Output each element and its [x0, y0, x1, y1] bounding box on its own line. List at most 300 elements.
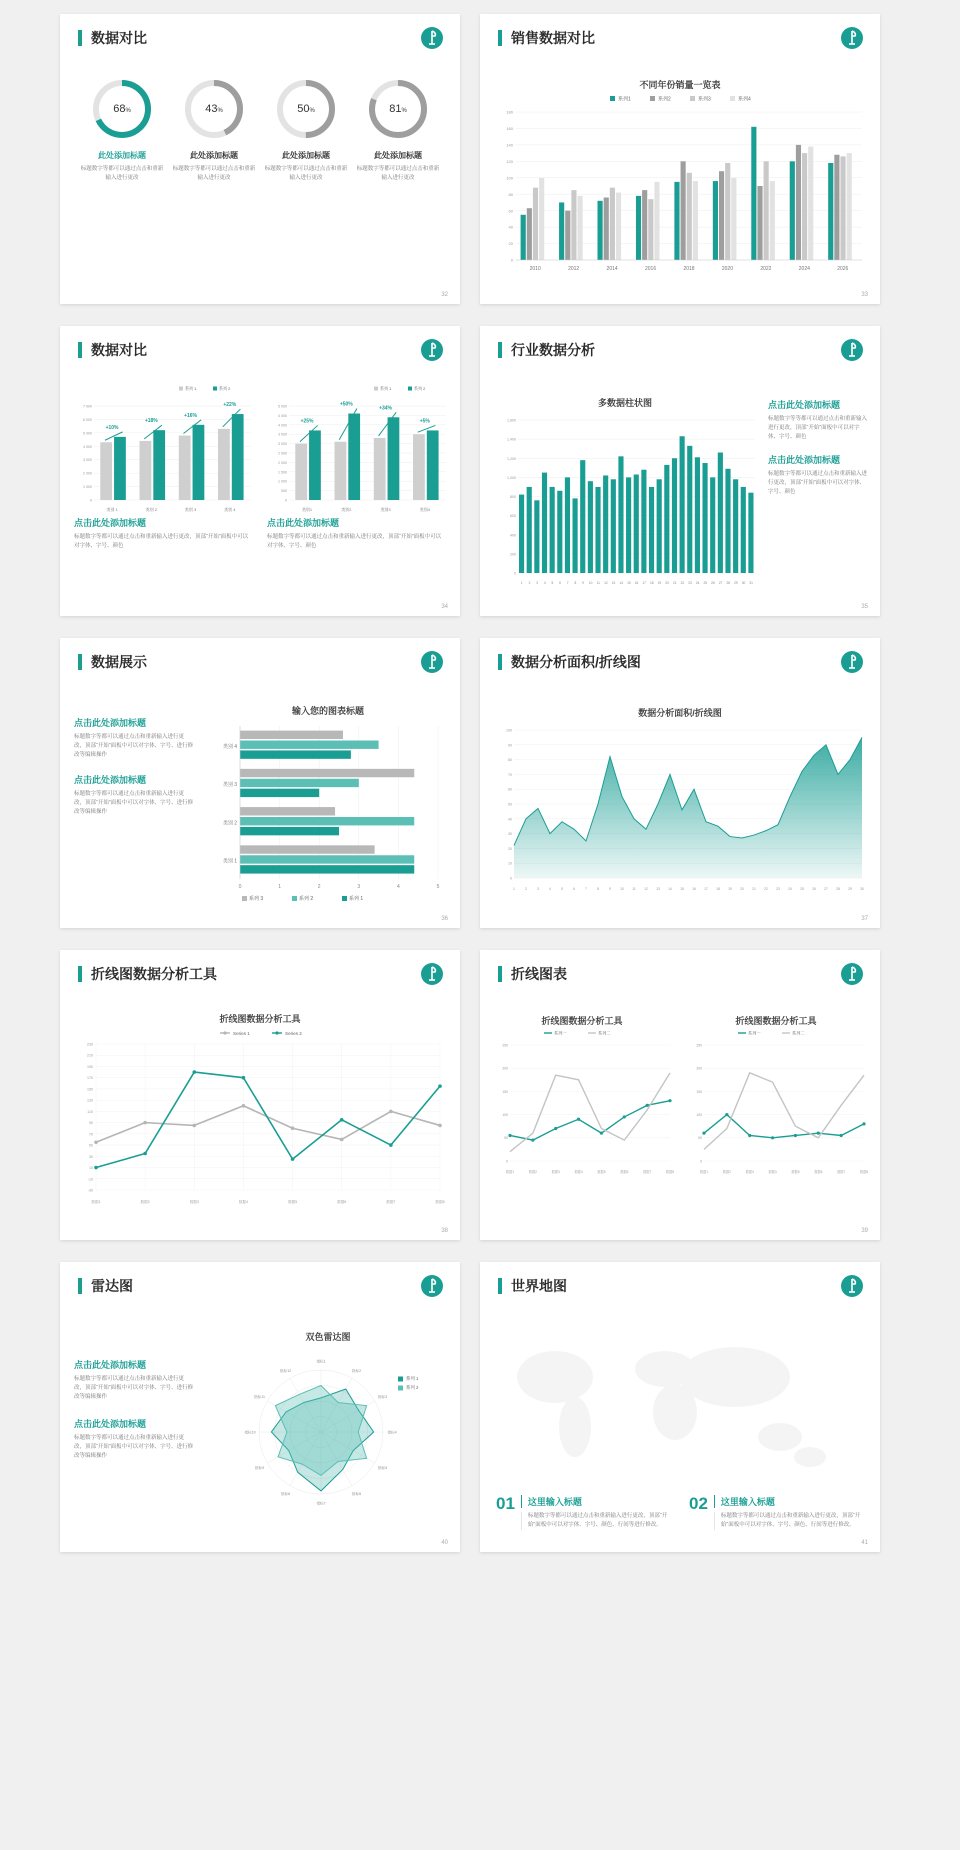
svg-text:120: 120 — [506, 158, 513, 164]
svg-text:指标7: 指标7 — [316, 1501, 326, 1506]
donut-card — [352, 74, 444, 183]
donut-desc: 标题数字等都可以通过点击和重新输入进行更改 — [80, 166, 164, 181]
page-number: 38 — [441, 1228, 448, 1234]
svg-text:Series 2: Series 2 — [285, 1031, 302, 1036]
svg-text:指标12: 指标12 — [279, 1369, 292, 1374]
svg-text:数据1: 数据1 — [699, 1170, 709, 1174]
svg-text:4 000: 4 000 — [83, 444, 92, 449]
svg-text:100: 100 — [506, 175, 513, 181]
chart-title: 双色雷达图 — [305, 1332, 351, 1342]
svg-text:指标3: 指标3 — [377, 1395, 388, 1399]
svg-text:+10%: +10% — [105, 424, 119, 431]
svg-text:5 000: 5 000 — [278, 404, 287, 409]
map-item — [689, 1495, 864, 1530]
page-title: 折线图表 — [498, 966, 567, 982]
chart-title: 折线图数据分析工具 — [219, 1014, 301, 1024]
svg-text:类别 1: 类别 1 — [222, 858, 237, 865]
brand-logo-icon — [420, 962, 444, 986]
svg-text:指标2: 指标2 — [351, 1369, 362, 1374]
svg-text:类别3: 类别3 — [380, 507, 391, 512]
svg-text:数据4: 数据4 — [574, 1170, 583, 1174]
multi-bar-chart — [494, 414, 759, 589]
svg-text:100: 100 — [696, 1113, 702, 1117]
svg-text:22: 22 — [764, 887, 768, 891]
item-title: 这里输入标题 — [714, 1495, 864, 1508]
chart-title: 不同年份销量一览表 — [639, 80, 721, 90]
svg-text:2 500: 2 500 — [278, 451, 287, 456]
chart-title: 输入您的图表标题 — [291, 706, 364, 716]
svg-text:21: 21 — [752, 887, 756, 891]
svg-text:70: 70 — [89, 1132, 93, 1137]
svg-text:类别 2: 类别 2 — [222, 820, 237, 827]
svg-text:类别 4: 类别 4 — [222, 743, 237, 750]
svg-text:11: 11 — [596, 581, 600, 585]
svg-text:1,000: 1,000 — [507, 475, 516, 480]
svg-text:100: 100 — [502, 1113, 508, 1117]
svg-text:200: 200 — [510, 552, 516, 557]
svg-text:2: 2 — [525, 887, 527, 891]
svg-text:5 000: 5 000 — [83, 431, 92, 436]
svg-text:17: 17 — [642, 581, 646, 585]
svg-text:29: 29 — [848, 887, 852, 891]
svg-text:6 000: 6 000 — [83, 417, 92, 422]
svg-text:50: 50 — [504, 1136, 508, 1141]
svg-text:150: 150 — [87, 1087, 93, 1092]
svg-text:50: 50 — [508, 802, 512, 807]
page-title: 行业数据分析 — [498, 342, 595, 358]
svg-text:0: 0 — [510, 876, 512, 881]
svg-text:数据2: 数据2 — [722, 1170, 731, 1174]
page-number: 39 — [861, 1228, 868, 1234]
svg-text:31: 31 — [749, 581, 753, 585]
chart-title: 多数据柱状图 — [597, 398, 652, 408]
svg-text:4: 4 — [397, 884, 400, 890]
svg-text:8: 8 — [597, 887, 599, 891]
display-desc: 标题数字等都可以通过点击和重新输入进行更改，顶部“开始”面板中可以对字体、字号、进行修改等编辑操作 — [74, 791, 194, 815]
svg-text:140: 140 — [506, 142, 513, 148]
svg-text:22: 22 — [680, 581, 685, 585]
caption-desc: 标题数字等都可以通过点击和重新输入进行更改，顶部“开始”面板中可以对字体、字号、颜色 — [267, 534, 442, 549]
svg-text:230: 230 — [87, 1042, 93, 1047]
svg-text:7 000: 7 000 — [83, 404, 92, 409]
radar-title: 点击此处添加标题 — [74, 1360, 147, 1370]
svg-text:数据1: 数据1 — [505, 1170, 515, 1174]
brand-logo-icon — [840, 650, 864, 674]
svg-text:+5%: +5% — [419, 418, 430, 425]
display-texts — [74, 716, 194, 831]
svg-text:130: 130 — [87, 1098, 93, 1103]
svg-text:数据8: 数据8 — [435, 1200, 445, 1204]
svg-text:2018: 2018 — [683, 266, 695, 272]
svg-text:110: 110 — [87, 1109, 93, 1114]
radar-text — [74, 1417, 194, 1460]
svg-text:8: 8 — [574, 581, 577, 585]
svg-text:类别 1: 类别 1 — [106, 507, 118, 512]
svg-text:0: 0 — [90, 498, 92, 503]
svg-text:系列 2: 系列 2 — [406, 1385, 419, 1390]
svg-text:类别 3: 类别 3 — [184, 507, 197, 512]
svg-text:190: 190 — [87, 1064, 93, 1069]
svg-text:7: 7 — [585, 887, 587, 891]
svg-text:类别 4: 类别 4 — [224, 507, 236, 512]
svg-text:30: 30 — [860, 887, 864, 891]
slide-world-map — [480, 1262, 880, 1552]
svg-text:150: 150 — [502, 1089, 508, 1094]
svg-text:系列一: 系列一 — [554, 1030, 567, 1036]
svg-text:指标4: 指标4 — [387, 1430, 397, 1435]
svg-text:数据5: 数据5 — [287, 1200, 298, 1204]
svg-text:60: 60 — [508, 208, 513, 214]
svg-text:2026: 2026 — [837, 266, 849, 272]
page-title: 世界地图 — [498, 1278, 567, 1294]
svg-text:210: 210 — [87, 1053, 93, 1058]
svg-text:7: 7 — [566, 581, 569, 585]
brand-logo-icon — [420, 1274, 444, 1298]
svg-text:13: 13 — [656, 887, 660, 891]
svg-text:12: 12 — [644, 887, 648, 891]
svg-text:0: 0 — [514, 571, 516, 576]
display-title: 点击此处添加标题 — [74, 775, 147, 786]
svg-text:18: 18 — [716, 887, 720, 891]
page-number: 33 — [861, 292, 868, 298]
svg-text:180: 180 — [506, 109, 513, 115]
svg-text:数据7: 数据7 — [386, 1200, 396, 1204]
svg-text:14: 14 — [619, 581, 623, 585]
svg-text:Series 1: Series 1 — [233, 1031, 250, 1036]
svg-text:2012: 2012 — [568, 266, 580, 272]
slide-line-charts — [480, 950, 880, 1240]
item-number: 02 — [689, 1494, 708, 1514]
caption-title: 点击此处添加标题 — [267, 518, 340, 528]
svg-text:500: 500 — [281, 489, 287, 494]
slide-area-line — [480, 638, 880, 928]
donut-desc: 标题数字等都可以通过点击和重新输入进行更改 — [356, 166, 440, 181]
page-title: 数据对比 — [78, 342, 147, 358]
page-number: 36 — [441, 916, 448, 922]
svg-text:10: 10 — [620, 887, 624, 891]
analysis-title: 点击此处添加标题 — [768, 455, 841, 466]
line-chart — [488, 1014, 676, 1177]
svg-text:2 000: 2 000 — [83, 471, 92, 476]
svg-text:23: 23 — [776, 887, 780, 891]
brand-logo-icon — [840, 26, 864, 50]
svg-text:0: 0 — [700, 1159, 702, 1164]
svg-text:250: 250 — [502, 1043, 508, 1048]
page-title: 数据对比 — [78, 30, 147, 46]
brand-logo-icon — [840, 962, 864, 986]
svg-text:10: 10 — [89, 1166, 93, 1171]
radar-title: 点击此处添加标题 — [74, 1419, 147, 1430]
donut-row — [76, 74, 444, 183]
svg-text:系列二: 系列二 — [792, 1030, 805, 1036]
svg-text:13: 13 — [611, 581, 616, 585]
svg-text:数据4: 数据4 — [238, 1200, 249, 1204]
svg-text:28: 28 — [836, 887, 840, 891]
svg-text:150: 150 — [696, 1089, 702, 1094]
display-text — [74, 773, 194, 816]
svg-text:30: 30 — [89, 1154, 93, 1159]
svg-text:0: 0 — [510, 257, 513, 263]
svg-text:5: 5 — [436, 884, 440, 890]
svg-text:数据8: 数据8 — [859, 1170, 869, 1174]
page-number: 41 — [861, 1540, 868, 1546]
dual-line-charts — [488, 1014, 872, 1177]
chart-title: 折线图数据分析工具 — [541, 1016, 623, 1026]
donut-desc: 标题数字等都可以通过点击和重新输入进行更改 — [172, 166, 256, 181]
slide-data-comparison-growth — [60, 326, 460, 616]
svg-text:19: 19 — [657, 581, 662, 585]
svg-text:数据7: 数据7 — [837, 1170, 846, 1174]
svg-text:系列 1: 系列 1 — [406, 1376, 419, 1381]
svg-text:2 000: 2 000 — [278, 460, 287, 465]
svg-text:40: 40 — [508, 817, 512, 822]
svg-text:指标9: 指标9 — [254, 1466, 265, 1470]
svg-text:90: 90 — [508, 743, 512, 748]
item-title: 这里输入标题 — [521, 1495, 671, 1508]
svg-text:类别1: 类别1 — [301, 507, 313, 512]
donut-title: 此处添加标题 — [190, 151, 238, 160]
item-desc: 标题数字等都可以通过点击和重新输入进行更改，顶部“开始”面板中可以对字体、字号、颜色、行间等进行修改。 — [521, 1512, 671, 1530]
svg-text:2010: 2010 — [529, 266, 541, 272]
svg-text:5: 5 — [551, 581, 554, 585]
slide-data-comparison-donuts — [60, 14, 460, 304]
svg-text:80: 80 — [508, 191, 513, 197]
svg-text:+22%: +22% — [223, 402, 237, 409]
svg-text:23: 23 — [688, 581, 692, 585]
svg-text:类别 2: 类别 2 — [145, 507, 157, 512]
svg-text:系列1: 系列1 — [618, 96, 631, 103]
display-desc: 标题数字等都可以通过点击和重新输入进行更改，顶部“开始”面板中可以对字体、字号、进行修改等编辑操作 — [74, 734, 194, 758]
page-title: 折线图数据分析工具 — [78, 966, 217, 982]
svg-text:数据1: 数据1 — [91, 1200, 101, 1204]
svg-text:170: 170 — [87, 1076, 93, 1081]
svg-text:0: 0 — [506, 1159, 508, 1164]
svg-text:指标1: 指标1 — [316, 1359, 326, 1364]
svg-text:50: 50 — [89, 1143, 93, 1148]
world-map-graphic — [480, 1317, 880, 1507]
page-title: 数据展示 — [78, 654, 147, 670]
svg-text:3 500: 3 500 — [278, 432, 287, 437]
svg-text:数据2: 数据2 — [528, 1170, 537, 1174]
svg-text:系列 3: 系列 3 — [249, 896, 264, 902]
svg-text:0: 0 — [238, 884, 242, 890]
svg-text:200: 200 — [502, 1066, 508, 1071]
radar-desc: 标题数字等都可以通过点击和重新输入进行更改，顶部“开始”面板中可以对字体、字号、进行修改等编辑操作 — [74, 1435, 194, 1459]
svg-text:类别 3: 类别 3 — [222, 782, 237, 789]
svg-text:4 000: 4 000 — [278, 423, 287, 428]
svg-text:27: 27 — [718, 581, 723, 585]
svg-text:+16%: +16% — [184, 412, 198, 419]
svg-text:10: 10 — [508, 861, 512, 866]
donut-card — [260, 74, 352, 183]
svg-text:50: 50 — [698, 1136, 702, 1141]
analysis-texts — [768, 398, 868, 509]
svg-text:系列4: 系列4 — [738, 96, 751, 103]
svg-text:28: 28 — [726, 581, 731, 585]
page-number: 40 — [441, 1540, 448, 1546]
svg-text:数据3: 数据3 — [189, 1200, 199, 1204]
svg-text:系列 1: 系列 1 — [380, 386, 392, 391]
svg-text:类别4: 类别4 — [419, 507, 430, 512]
slide-radar — [60, 1262, 460, 1552]
svg-text:29: 29 — [734, 581, 738, 585]
svg-text:1,200: 1,200 — [507, 456, 516, 461]
svg-text:1 500: 1 500 — [278, 470, 287, 475]
svg-text:5: 5 — [561, 887, 563, 891]
svg-text:17: 17 — [704, 887, 708, 891]
horizontal-bar-chart — [206, 720, 446, 905]
svg-text:43%: 43% — [205, 103, 223, 115]
line-chart — [70, 1028, 448, 1208]
svg-text:400: 400 — [510, 533, 516, 538]
brand-logo-icon — [840, 338, 864, 362]
svg-text:+18%: +18% — [144, 418, 158, 425]
svg-text:40: 40 — [508, 224, 513, 230]
svg-text:3 000: 3 000 — [278, 442, 287, 447]
svg-text:4: 4 — [543, 581, 546, 585]
item-number: 01 — [496, 1494, 515, 1514]
svg-text:60: 60 — [508, 787, 512, 792]
donut-desc: 标题数字等都可以通过点击和重新输入进行更改 — [264, 166, 348, 181]
svg-text:15: 15 — [680, 887, 684, 891]
analysis-desc: 标题数字等等都可以通过点击和重新输入进行更改，顶部“开始”面板中可以对字体、字号、颜色 — [768, 416, 868, 440]
svg-text:+25%: +25% — [300, 418, 314, 425]
caption-desc: 标题数字等都可以通过点击和重新输入进行更改，顶部“开始”面板中可以对字体、字号、颜色 — [74, 534, 249, 549]
slide-data-display — [60, 638, 460, 928]
svg-text:数据4: 数据4 — [768, 1170, 777, 1174]
donut-title: 此处添加标题 — [282, 151, 330, 160]
chart-title: 数据分析面积/折线图 — [638, 708, 722, 718]
map-items — [496, 1495, 864, 1530]
growth-charts — [70, 384, 450, 514]
svg-text:81%: 81% — [389, 103, 407, 115]
analysis-desc: 标题数字等都可以通过点击和重新输入进行更改，顶部“开始”面板中可以对字体、字号、颜色 — [768, 471, 868, 495]
svg-text:-30: -30 — [87, 1188, 93, 1193]
svg-text:14: 14 — [668, 887, 672, 891]
svg-text:16: 16 — [634, 581, 639, 585]
growth-chart — [265, 384, 450, 514]
page-number: 34 — [441, 604, 448, 610]
svg-text:2: 2 — [528, 581, 531, 585]
svg-text:160: 160 — [506, 126, 513, 132]
analysis-text — [768, 453, 868, 496]
svg-text:25: 25 — [703, 581, 708, 585]
svg-text:50%: 50% — [297, 103, 315, 115]
analysis-title: 点击此处添加标题 — [768, 400, 841, 410]
brand-logo-icon — [420, 26, 444, 50]
donut-title: 此处添加标题 — [98, 151, 146, 160]
svg-text:2024: 2024 — [798, 266, 810, 272]
page-title: 销售数据对比 — [498, 30, 595, 46]
svg-text:3 000: 3 000 — [83, 458, 92, 463]
donut-card — [76, 74, 168, 183]
svg-text:2020: 2020 — [721, 266, 734, 272]
svg-text:4 500: 4 500 — [278, 413, 287, 418]
svg-text:数据6: 数据6 — [620, 1170, 629, 1174]
svg-text:系列 1: 系列 1 — [349, 896, 364, 902]
svg-text:3: 3 — [357, 884, 361, 890]
svg-text:250: 250 — [696, 1043, 702, 1048]
svg-text:数据6: 数据6 — [814, 1170, 823, 1174]
display-text — [74, 716, 194, 759]
radar-desc: 标题数字等都可以通过点击和重新输入进行更改，顶部“开始”面板中可以对字体、字号、进行修改等编辑操作 — [74, 1376, 194, 1400]
svg-text:30: 30 — [508, 832, 512, 837]
svg-text:0: 0 — [285, 498, 287, 503]
svg-text:系列2: 系列2 — [658, 96, 671, 103]
svg-text:12: 12 — [604, 581, 608, 585]
svg-text:数据8: 数据8 — [665, 1170, 675, 1174]
svg-text:2: 2 — [317, 884, 321, 890]
svg-text:6: 6 — [559, 581, 561, 585]
svg-text:21: 21 — [672, 581, 677, 585]
svg-text:100: 100 — [506, 728, 512, 733]
page-title: 数据分析面积/折线图 — [498, 654, 641, 670]
radar-text — [74, 1358, 194, 1401]
svg-text:1: 1 — [278, 884, 281, 890]
svg-text:800: 800 — [510, 495, 516, 499]
svg-text:指标6: 指标6 — [351, 1491, 362, 1496]
item-desc: 标题数字等都可以通过点击和重新输入进行更改，顶部“开始”面板中可以对字体、字号、颜色、行间等进行修改。 — [714, 1512, 864, 1530]
svg-text:600: 600 — [510, 514, 516, 519]
area-chart — [492, 724, 868, 894]
svg-text:系列 1: 系列 1 — [185, 386, 197, 391]
grouped-bar-chart — [490, 94, 870, 284]
donut-title: 此处添加标题 — [374, 151, 422, 160]
svg-text:10: 10 — [588, 581, 593, 585]
svg-text:70: 70 — [508, 772, 512, 777]
caption-block — [267, 516, 446, 551]
svg-text:系列 2: 系列 2 — [219, 386, 231, 391]
line-chart — [682, 1014, 870, 1177]
svg-text:指标11: 指标11 — [254, 1395, 265, 1399]
brand-logo-icon — [420, 650, 444, 674]
svg-text:24: 24 — [695, 581, 700, 585]
svg-text:9: 9 — [609, 887, 611, 891]
donut-card — [168, 74, 260, 183]
analysis-text — [768, 398, 868, 441]
svg-text:1 000: 1 000 — [278, 479, 287, 484]
svg-text:1: 1 — [520, 581, 523, 585]
svg-text:2014: 2014 — [606, 266, 618, 272]
svg-text:数据7: 数据7 — [643, 1170, 652, 1174]
display-title: 点击此处添加标题 — [74, 718, 147, 728]
svg-text:数据6: 数据6 — [337, 1200, 347, 1204]
radar-chart — [206, 1344, 446, 1524]
svg-text:20: 20 — [740, 887, 744, 891]
svg-text:系列3: 系列3 — [698, 96, 711, 103]
radar-texts — [74, 1358, 194, 1477]
svg-text:系列 2: 系列 2 — [414, 386, 426, 391]
map-item — [496, 1495, 671, 1530]
svg-text:类别2: 类别2 — [341, 507, 352, 512]
svg-text:数据3: 数据3 — [551, 1170, 560, 1174]
page-number: 32 — [441, 292, 448, 298]
brand-logo-icon — [420, 338, 444, 362]
svg-text:数据5: 数据5 — [597, 1170, 606, 1174]
svg-text:1: 1 — [513, 887, 515, 891]
svg-text:数据2: 数据2 — [140, 1200, 150, 1204]
svg-text:2016: 2016 — [644, 266, 657, 272]
slide-sales-comparison — [480, 14, 880, 304]
slide-industry-analysis — [480, 326, 880, 616]
svg-text:19: 19 — [728, 887, 732, 891]
svg-text:20: 20 — [508, 241, 513, 247]
svg-text:18: 18 — [650, 581, 654, 585]
svg-text:16: 16 — [692, 887, 696, 891]
svg-text:200: 200 — [696, 1066, 702, 1071]
slide-line-tool — [60, 950, 460, 1240]
svg-text:3: 3 — [537, 887, 539, 891]
